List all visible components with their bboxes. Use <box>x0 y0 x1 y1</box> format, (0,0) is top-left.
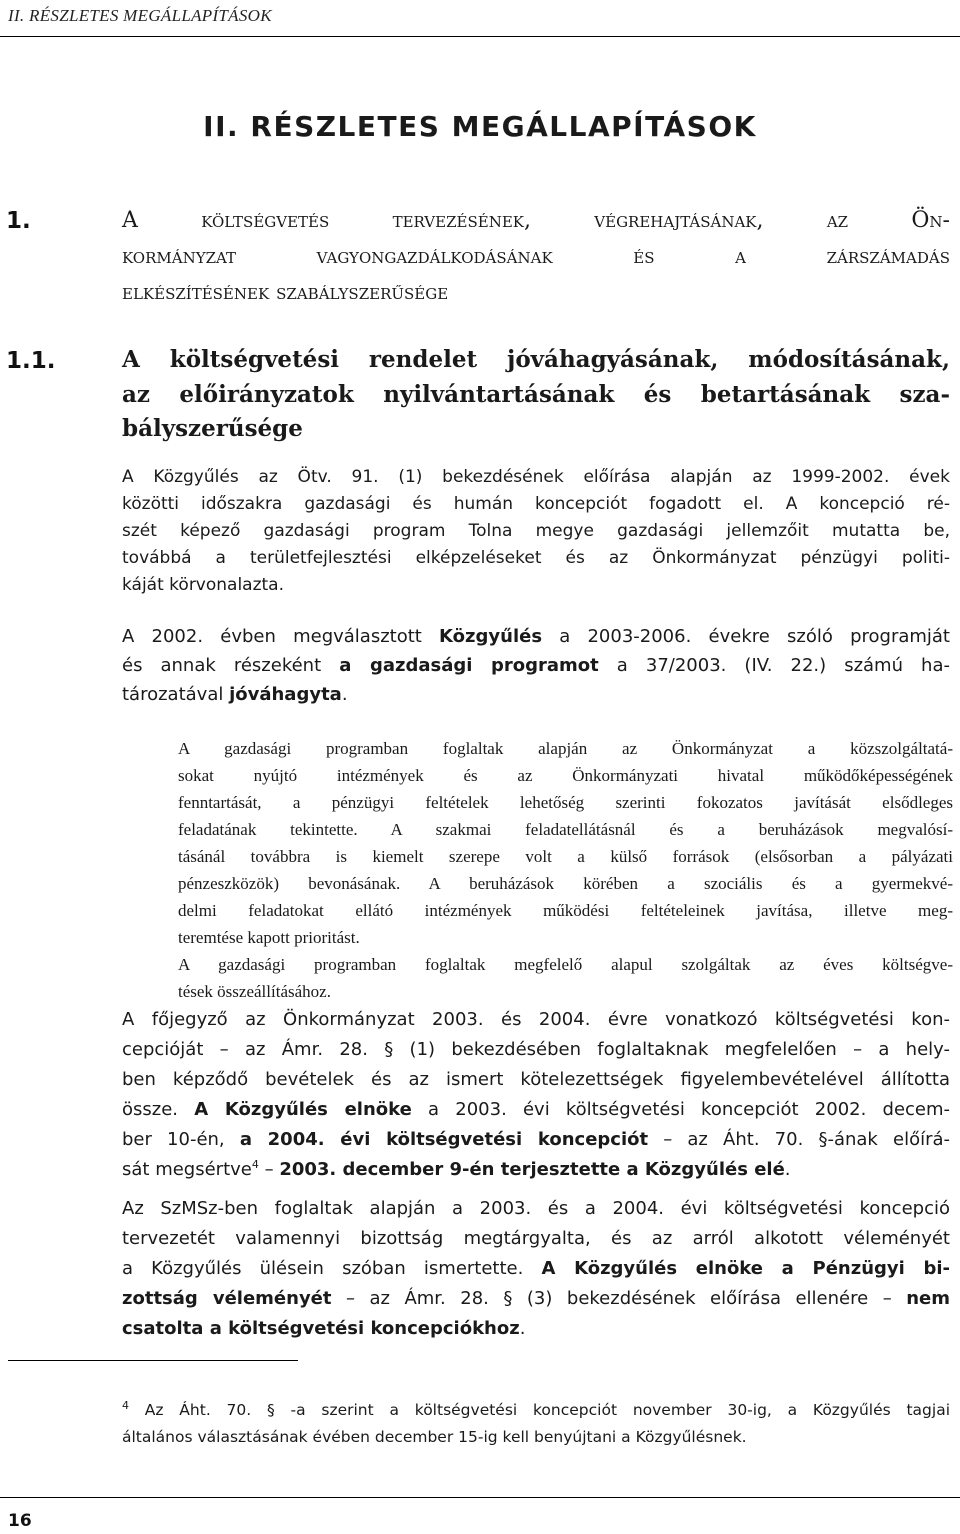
bold-text: nem <box>906 1288 950 1309</box>
chapter-title: II. RÉSZLETES MEGÁLLAPÍTÁSOK <box>203 110 757 143</box>
section-1-number: 1. <box>6 208 31 234</box>
quote-line: fenntartását, a pénzügyi feltételek lehetőség szerinti fokozatos javítását elsődleges <box>178 793 953 812</box>
quote-line: feladatának tekintette. A szakmai feladatellátásnál és a beruházások megvalósí- <box>178 820 953 839</box>
text-line: ber 10-én, a 2004. évi költségvetési koncepciót – az Áht. 70. §-ának előírá- <box>122 1129 951 1150</box>
bold-text: jóváhagyta <box>229 684 342 705</box>
paragraph-szmsz <box>122 1194 950 1344</box>
text-line: ben képződő bevételek és az ismert kötelezettségek figyelembevételével állította <box>122 1069 950 1090</box>
quote-line: sokat nyújtó intézmények és az Önkormányzati hivatal működőképességének <box>178 766 953 785</box>
footnote-line: általános választásának évében december 15-ig kell benyújtani a Közgyűlésnek. <box>122 1428 747 1446</box>
footer-rule <box>0 1497 960 1498</box>
heading-line: bályszerűsége <box>122 415 303 442</box>
bold-text: Közgyűlés <box>439 626 543 647</box>
section-1-1-number: 1.1. <box>6 348 56 374</box>
heading-line: A költségvetés tervezésének, végrehajtásának, az Ön- <box>122 208 950 233</box>
footnote-rule <box>8 1360 298 1361</box>
quote-line: A gazdasági programban foglaltak alapján az Önkormányzat a közszolgáltatá- <box>178 739 953 758</box>
bold-text: A Közgyűlés elnöke a Pénzügyi bi- <box>541 1258 950 1279</box>
text-line: továbbá a területfejlesztési elképzeléseket és az Önkormányzat pénzügyi politi- <box>122 548 950 568</box>
section-1-heading <box>122 203 950 311</box>
heading-line: A költségvetési rendelet jóváhagyásának, módosításának, <box>122 346 950 373</box>
running-header: II. RÉSZLETES MEGÁLLAPÍTÁSOK <box>8 6 272 25</box>
paragraph-chief-notary <box>122 1005 950 1185</box>
text-line: Az SzMSz-ben foglaltak alapján a 2003. és a 2004. évi költségvetési koncepció <box>122 1198 950 1219</box>
text-line: zottság véleményét – az Ámr. 28. § (3) bekezdésének előírása ellenére – nem <box>122 1288 950 1309</box>
text-line: A 2002. évben megválasztott Közgyűlés a 2003-2006. évekre szóló programját <box>122 626 950 647</box>
bold-text: a gazdasági programot <box>339 655 599 676</box>
heading-line: kormányzat vagyongazdálkodásának és a zárszámadás <box>122 244 950 269</box>
section-1-1-heading <box>122 343 950 447</box>
quote-line: tásánál továbbra is kiemelt szerepe volt a külső források (elsősorban a pályázati <box>178 847 953 866</box>
footnote-ref: 4 <box>251 1158 259 1171</box>
page-number: 16 <box>8 1511 32 1531</box>
bold-text: csatolta a költségvetési koncepciókhoz <box>122 1318 520 1339</box>
heading-line: az előirányzatok nyilvántartásának és betartásának sza- <box>122 380 950 408</box>
text-line: tározatával jóváhagyta. <box>122 684 348 705</box>
text-line: káját körvonalazta. <box>122 575 285 595</box>
quote-block <box>178 735 953 1005</box>
header-rule <box>0 36 960 37</box>
text-line: és annak részeként a gazdasági programot a 37/2003. (IV. 22.) számú ha- <box>122 655 950 676</box>
text-line: A Közgyűlés az Ötv. 91. (1) bekezdésének előírása alapján az 1999-2002. évek <box>122 467 950 487</box>
footnote-line: $^4$ Az Áht. 70. § -a szerint a költségvetési koncepciót november 30-ig, a Közgyűlés tagjai <box>122 1398 950 1419</box>
text-line: cepcióját – az Ámr. 28. § (1) bekezdésében foglaltaknak megfelelően – a hely- <box>122 1039 950 1060</box>
text-line: sát megsértve$^4$ – 2003. december 9-én terjesztette a Közgyűlés elé. <box>122 1158 791 1180</box>
text-line: A főjegyző az Önkormányzat 2003. és 2004. évre vonatkozó költségvetési kon- <box>122 1009 950 1030</box>
paragraph-program <box>122 622 950 709</box>
bold-text: zottság véleményét <box>122 1288 332 1309</box>
bold-text: A Közgyűlés elnöke <box>194 1099 412 1120</box>
quote-line: pénzeszközök) bevonásának. A beruházások körében a szociális és a gyermekvé- <box>178 874 953 893</box>
text-line: szét képező gazdasági program Tolna megye gazdasági jellemzőit mutatta be, <box>122 521 950 541</box>
text-line: össze. A Közgyűlés elnöke a 2003. évi költségvetési koncepciót 2002. decem- <box>122 1099 951 1120</box>
paragraph-concept <box>122 464 950 599</box>
text-line: tervezetét valamennyi bizottság megtárgyalta, és az arról alkotott véleményét <box>122 1228 950 1249</box>
quote-line: delmi feladatokat ellátó intézmények működési feltételeinek javítása, illetve meg- <box>178 901 953 920</box>
bold-text: 2003. december 9-én terjesztette a Közgyűlés elé <box>279 1159 785 1180</box>
heading-line: elkészítésének szabályszerűsége <box>122 280 449 305</box>
quote-line: tések összeállításához. <box>178 982 331 1001</box>
text-line: csatolta a költségvetési koncepciókhoz. <box>122 1318 526 1339</box>
text-line: a Közgyűlés ülésein szóban ismertette. A Közgyűlés elnöke a Pénzügyi bi- <box>122 1258 950 1279</box>
quote-line: A gazdasági programban foglaltak megfelelő alapul szolgáltak az éves költségve- <box>178 955 953 974</box>
footnote-marker: 4 <box>122 1398 129 1412</box>
text-line: közötti időszakra gazdasági és humán koncepciót fogadott el. A koncepció ré- <box>122 494 950 514</box>
footnote <box>122 1397 950 1451</box>
quote-line: teremtése kapott prioritást. <box>178 928 360 947</box>
bold-text: a 2004. évi költségvetési koncepciót <box>239 1129 649 1150</box>
